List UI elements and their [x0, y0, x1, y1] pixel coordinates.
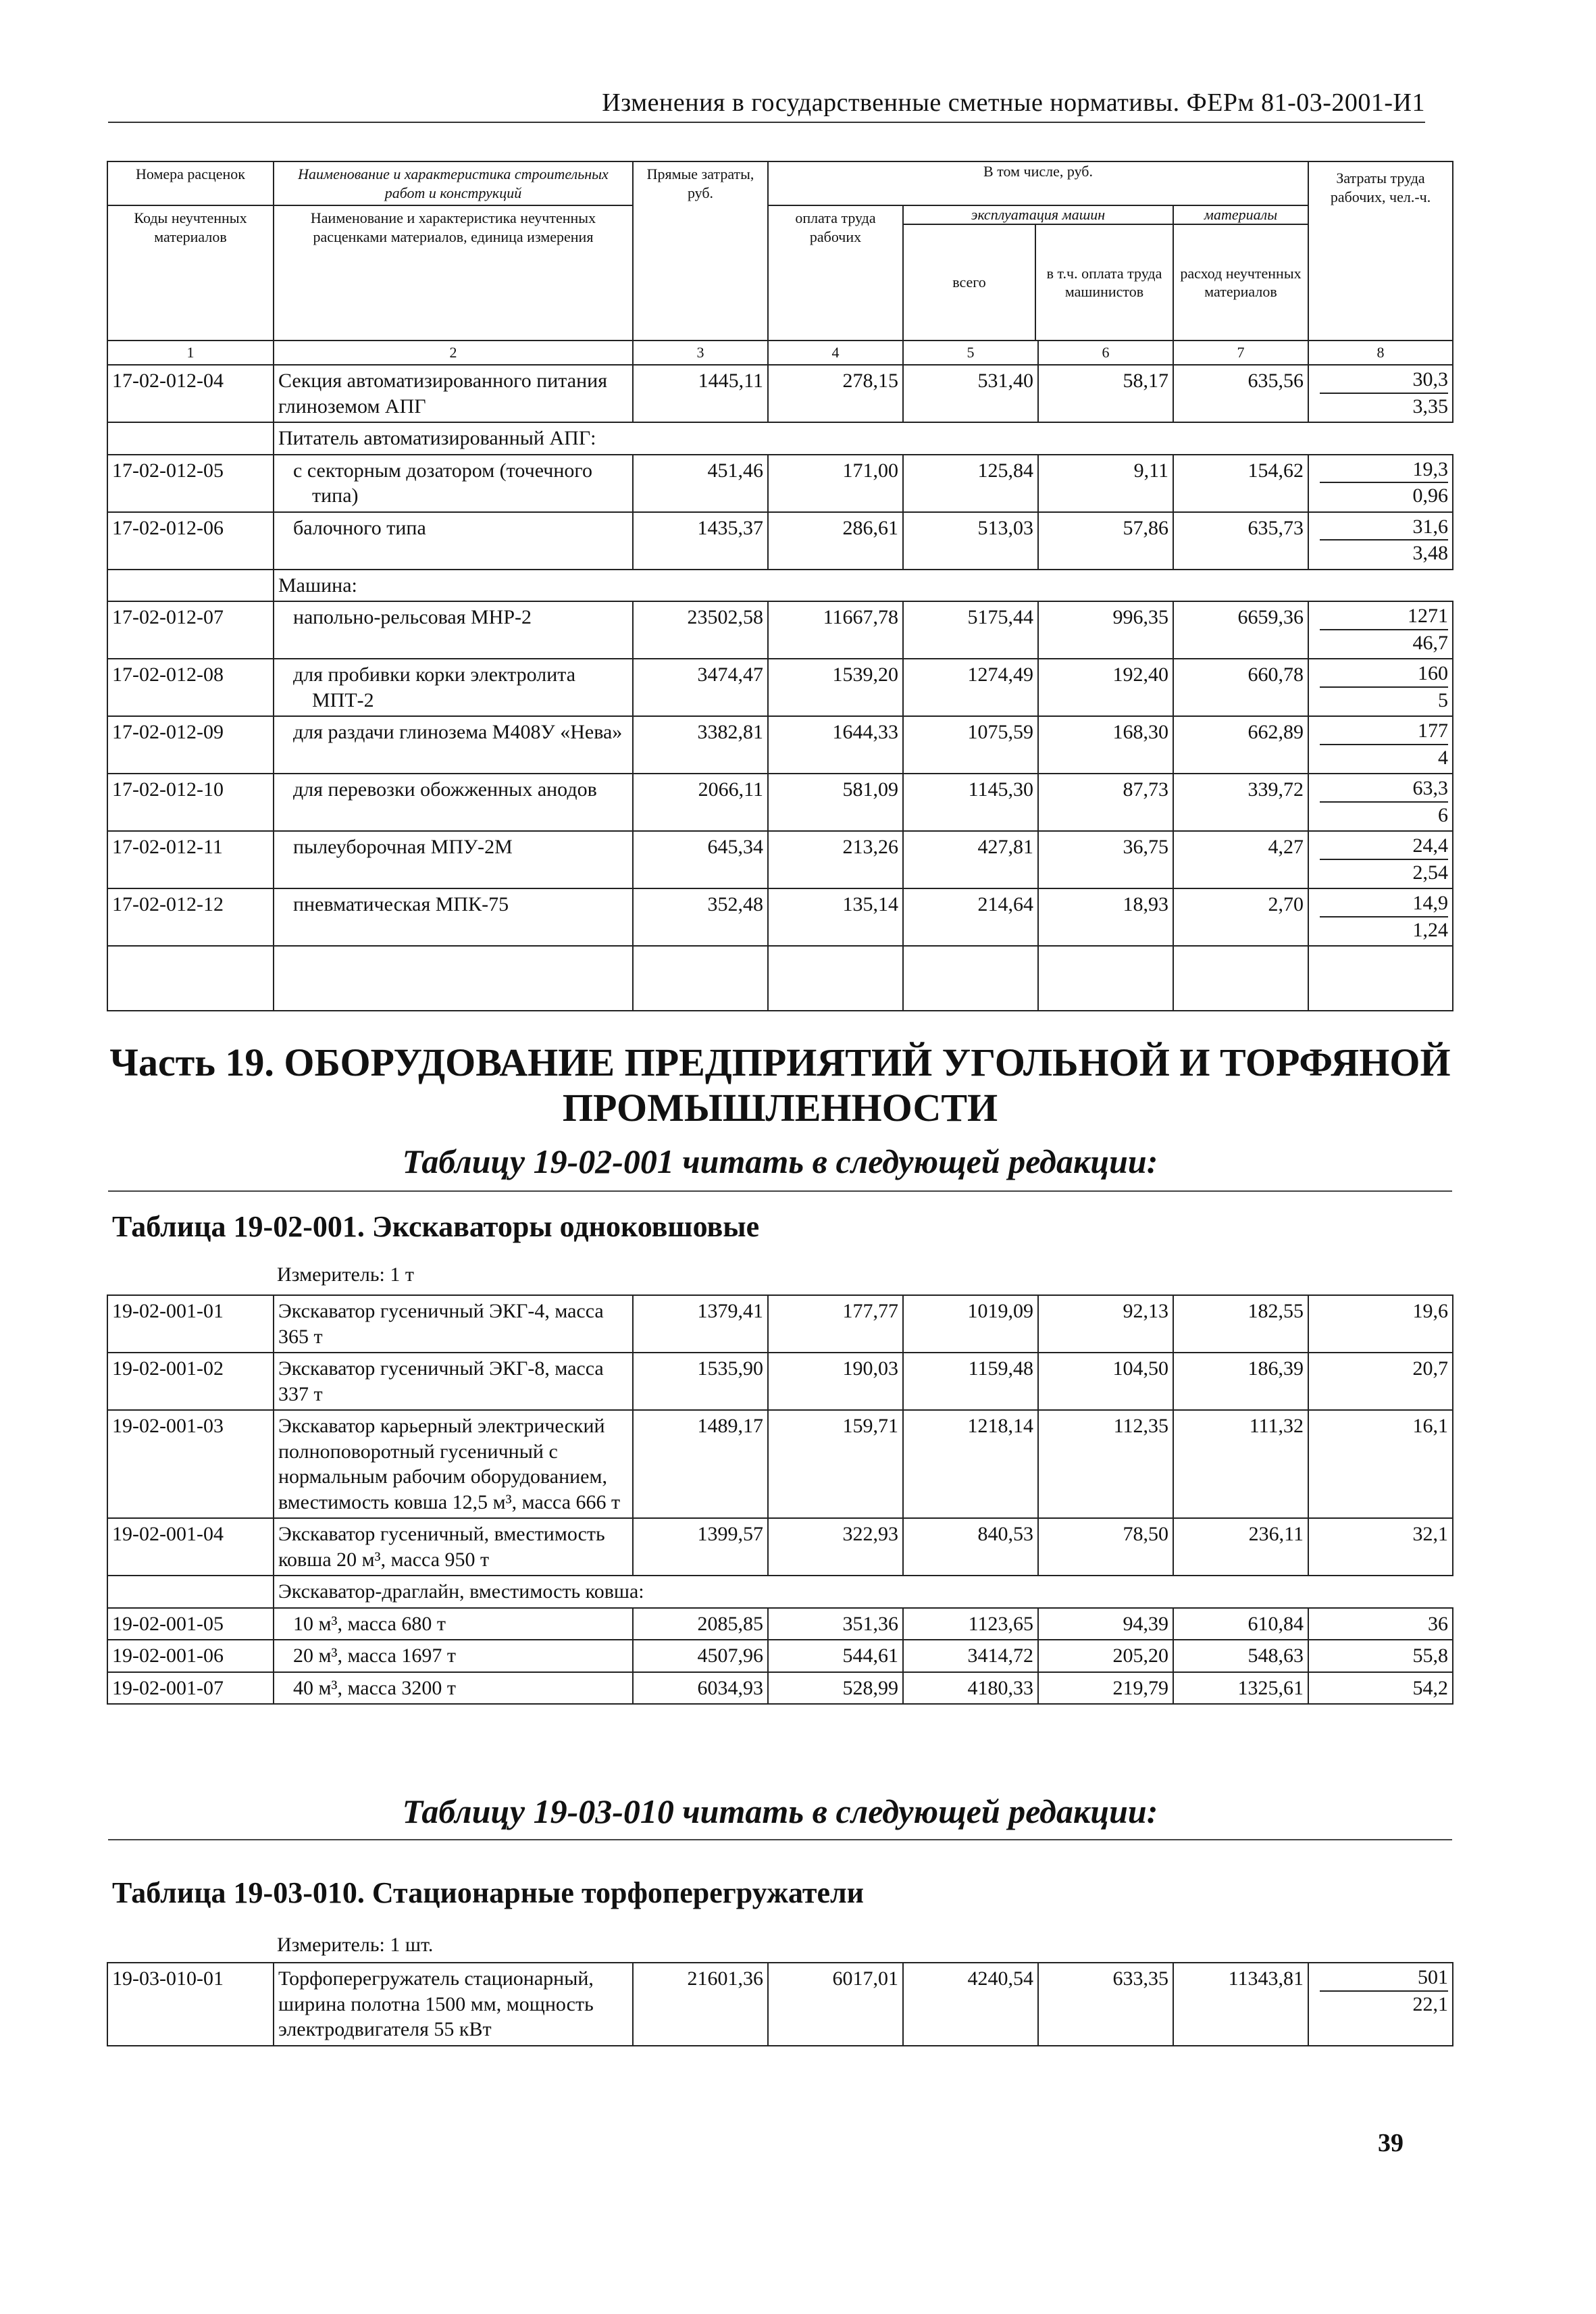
- rate-name: для раздачи глинозема М408У «Нева»: [274, 716, 633, 774]
- rate-code: 19-02-001-06: [107, 1640, 274, 1672]
- materials: 1325,61: [1173, 1672, 1308, 1705]
- rate-code: 19-02-001-07: [107, 1672, 274, 1705]
- machines-total: 4240,54: [903, 1963, 1038, 2046]
- direct-costs: 23502,58: [633, 601, 768, 659]
- labor-cost: 14,9: [1320, 890, 1448, 917]
- materials: 635,56: [1173, 365, 1308, 422]
- empty-cell: [107, 570, 274, 602]
- materials: 2,70: [1173, 888, 1308, 946]
- labor-mass-cell: [1308, 716, 1453, 774]
- labor-cost: 19,6: [1308, 1295, 1453, 1353]
- labor-cost: 63,3: [1320, 776, 1448, 803]
- labor-mass-cell: [1308, 365, 1453, 422]
- labor-cost: 30,3: [1320, 367, 1448, 394]
- rate-name: 40 м³, масса 3200 т: [274, 1672, 633, 1705]
- machines-total: 1218,14: [903, 1410, 1038, 1518]
- direct-costs: 6034,93: [633, 1672, 768, 1705]
- materials: 4,27: [1173, 831, 1308, 888]
- direct-costs: 3382,81: [633, 716, 768, 774]
- wages: 159,71: [768, 1410, 903, 1518]
- machinists-wages: 104,50: [1038, 1353, 1173, 1410]
- rate-code: 17-02-012-08: [107, 659, 274, 716]
- table-row: [107, 1640, 1453, 1672]
- labor-cost: 54,2: [1308, 1672, 1453, 1705]
- rates-table-frame: [107, 161, 1452, 1011]
- rate-code: 19-03-010-01: [107, 1963, 274, 2046]
- group-label: Питатель автоматизированный АПГ:: [274, 422, 1453, 455]
- column-number: 7: [1173, 341, 1308, 365]
- empty-cell: [633, 946, 768, 1011]
- table-row: [107, 1353, 1453, 1410]
- rate-code: 17-02-012-07: [107, 601, 274, 659]
- machinists-wages: 633,35: [1038, 1963, 1173, 2046]
- materials: 186,39: [1173, 1353, 1308, 1410]
- labor-cost: 24,4: [1320, 833, 1448, 860]
- group-row: [107, 1576, 1453, 1608]
- materials: 339,72: [1173, 774, 1308, 831]
- table-row: [107, 365, 1453, 422]
- rate-code: 19-02-001-05: [107, 1608, 274, 1640]
- materials: 635,73: [1173, 512, 1308, 570]
- table-row: [107, 601, 1453, 659]
- empty-cell: [107, 1576, 274, 1608]
- materials: 610,84: [1173, 1608, 1308, 1640]
- part-title-line2: ПРОМЫШЛЕННОСТИ: [562, 1085, 998, 1130]
- column-number: 4: [768, 341, 903, 365]
- equipment-mass: 6: [1438, 803, 1449, 826]
- empty-cell: [1038, 946, 1173, 1011]
- rate-name: Экскаватор гусеничный, вместимость ковша 20 м³, масса 950 т: [274, 1518, 633, 1576]
- machines-total: 125,84: [903, 455, 1038, 512]
- materials: 236,11: [1173, 1518, 1308, 1576]
- column-number: 3: [633, 341, 768, 365]
- materials: 660,78: [1173, 659, 1308, 716]
- divider: [108, 1190, 1452, 1192]
- rates-table: [107, 161, 1453, 1011]
- labor-mass-cell: [1308, 455, 1453, 512]
- materials: 182,55: [1173, 1295, 1308, 1353]
- header-operation-group: [903, 205, 1173, 341]
- rate-code: 19-02-001-01: [107, 1295, 274, 1353]
- wages: 322,93: [768, 1518, 903, 1576]
- table-19-03-010-frame: [107, 1962, 1452, 2046]
- header-materials: материалы: [1174, 206, 1308, 225]
- wages: 581,09: [768, 774, 903, 831]
- labor-cost: 19,3: [1320, 457, 1448, 484]
- wages: 528,99: [768, 1672, 903, 1705]
- header-codes-bottom: Коды неучтенных материалов: [107, 205, 274, 341]
- table-19-02-001-measure: Измеритель: 1 т: [277, 1263, 414, 1286]
- materials: 11343,81: [1173, 1963, 1308, 2046]
- machines-total: 4180,33: [903, 1672, 1038, 1705]
- divider: [108, 1839, 1452, 1840]
- machinists-wages: 112,35: [1038, 1410, 1173, 1518]
- group-label: Машина:: [274, 570, 1453, 602]
- labor-cost: 16,1: [1308, 1410, 1453, 1518]
- table-row: [107, 1410, 1453, 1518]
- direct-costs: 2085,85: [633, 1608, 768, 1640]
- wages: 1539,20: [768, 659, 903, 716]
- rate-name: Секция автоматизированного питания глиноземом АПГ: [274, 365, 633, 422]
- header-operation: эксплуатация машин: [904, 206, 1173, 225]
- table-19-02-001-frame: [107, 1294, 1452, 1705]
- group-label: Экскаватор-драглайн, вместимость ковша:: [274, 1576, 1453, 1608]
- column-numbers-row: [107, 341, 1453, 365]
- empty-cell: [768, 946, 903, 1011]
- direct-costs: 645,34: [633, 831, 768, 888]
- rate-name: пылеуборочная МПУ-2М: [274, 831, 633, 888]
- wages: 544,61: [768, 1640, 903, 1672]
- column-number: 2: [274, 341, 633, 365]
- table-19-02-001-title: Таблица 19-02-001. Экскаваторы одноковшовые: [112, 1210, 760, 1243]
- wages: 286,61: [768, 512, 903, 570]
- header-incl-machinists: в т.ч. оплата труда машинистов: [1046, 264, 1162, 300]
- header-total: всего: [904, 225, 1036, 340]
- machinists-wages: 18,93: [1038, 888, 1173, 946]
- group-row: [107, 422, 1453, 455]
- rate-name: Экскаватор гусеничный ЭКГ-4, масса 365 т: [274, 1295, 633, 1353]
- machinists-wages: 996,35: [1038, 601, 1173, 659]
- direct-costs: 1535,90: [633, 1353, 768, 1410]
- machinists-wages: 94,39: [1038, 1608, 1173, 1640]
- direct-costs: 4507,96: [633, 1640, 768, 1672]
- labor-cost: 36: [1308, 1608, 1453, 1640]
- wages: 213,26: [768, 831, 903, 888]
- running-head: Изменения в государственные сметные нормативы. ФЕРм 81-03-2001-И1: [108, 88, 1425, 123]
- table-row: [107, 774, 1453, 831]
- labor-cost: 501: [1320, 1965, 1448, 1992]
- rate-name: балочного типа: [274, 512, 633, 570]
- materials: 548,63: [1173, 1640, 1308, 1672]
- machines-total: 1145,30: [903, 774, 1038, 831]
- labor-mass-cell: [1308, 512, 1453, 570]
- labor-mass-cell: [1308, 774, 1453, 831]
- direct-costs: 3474,47: [633, 659, 768, 716]
- wages: 177,77: [768, 1295, 903, 1353]
- equipment-mass: 46,7: [1412, 631, 1449, 654]
- rate-code: 19-02-001-02: [107, 1353, 274, 1410]
- direct-costs: 1379,41: [633, 1295, 768, 1353]
- equipment-mass: 22,1: [1412, 1992, 1448, 2015]
- empty-cell: [1308, 946, 1453, 1011]
- rate-name: Торфоперегружатель стационарный, ширина полотна 1500 мм, мощность электродвигателя 55 кВт: [274, 1963, 633, 2046]
- direct-costs: 2066,11: [633, 774, 768, 831]
- rate-code: 17-02-012-09: [107, 716, 274, 774]
- rate-code: 19-02-001-04: [107, 1518, 274, 1576]
- labor-cost: 55,8: [1308, 1640, 1453, 1672]
- empty-cell: [903, 946, 1038, 1011]
- page-number: 39: [1378, 2129, 1404, 2157]
- table-19-03-010-title: Таблица 19-03-010. Стационарные торфоперегружатели: [112, 1876, 865, 1909]
- direct-costs: 1489,17: [633, 1410, 768, 1518]
- table-row: [107, 1518, 1453, 1576]
- rate-name: Экскаватор гусеничный ЭКГ-8, масса 337 т: [274, 1353, 633, 1410]
- header-direct-costs: Прямые затраты, руб.: [633, 161, 768, 341]
- labor-cost: 31,6: [1320, 514, 1448, 541]
- table-19-02-001: [107, 1294, 1453, 1705]
- empty-cell: [274, 946, 633, 1011]
- equipment-mass: 3,35: [1412, 395, 1449, 418]
- empty-cell: [1173, 946, 1308, 1011]
- machinists-wages: 205,20: [1038, 1640, 1173, 1672]
- machinists-wages: 78,50: [1038, 1518, 1173, 1576]
- column-number: 1: [107, 341, 274, 365]
- materials: 111,32: [1173, 1410, 1308, 1518]
- wages: 190,03: [768, 1353, 903, 1410]
- header-name-bottom: Наименование и характеристика неучтенных расценками материалов, единица измерения: [274, 205, 633, 341]
- labor-mass-cell: [1308, 888, 1453, 946]
- wages: 135,14: [768, 888, 903, 946]
- machines-total: 1274,49: [903, 659, 1038, 716]
- labor-mass-cell: [1308, 831, 1453, 888]
- machinists-wages: 36,75: [1038, 831, 1173, 888]
- header-name-top: Наименование и характеристика строительных работ и конструкций: [274, 161, 633, 205]
- empty-cell: [107, 946, 274, 1011]
- table-row: [107, 1672, 1453, 1705]
- rate-code: 17-02-012-12: [107, 888, 274, 946]
- column-number: 8: [1308, 341, 1453, 365]
- table-row: [107, 888, 1453, 946]
- table-19-03-010-measure: Измеритель: 1 шт.: [277, 1934, 434, 1956]
- direct-costs: 1399,57: [633, 1518, 768, 1576]
- equipment-mass: 5: [1438, 688, 1449, 711]
- materials: 154,62: [1173, 455, 1308, 512]
- header-material-use: расход неучтенных материалов: [1180, 264, 1302, 300]
- rate-name: 10 м³, масса 680 т: [274, 1608, 633, 1640]
- machines-total: 513,03: [903, 512, 1038, 570]
- direct-costs: 352,48: [633, 888, 768, 946]
- direct-costs: 451,46: [633, 455, 768, 512]
- labor-mass-cell: [1308, 1963, 1453, 2046]
- equipment-mass: 4: [1438, 746, 1449, 769]
- header-wages: оплата труда рабочих: [768, 205, 903, 341]
- machinists-wages: 92,13: [1038, 1295, 1173, 1353]
- machines-total: 1019,09: [903, 1295, 1038, 1353]
- machinists-wages: 168,30: [1038, 716, 1173, 774]
- rate-name: для пробивки корки электролита МПТ-2: [274, 659, 633, 716]
- header-codes-top: Номера расценок: [107, 161, 274, 205]
- machines-total: 427,81: [903, 831, 1038, 888]
- table-row: [107, 1608, 1453, 1640]
- materials: 662,89: [1173, 716, 1308, 774]
- rate-name: Экскаватор карьерный электрический полноповоротный гусеничный с нормальным рабочим оборудованием, вместимость ковша 12,5 м³, масса 666 т: [274, 1410, 633, 1518]
- machines-total: 1159,48: [903, 1353, 1038, 1410]
- instruction-19-02-001: Таблицу 19-02-001 читать в следующей редакции:: [402, 1142, 1158, 1180]
- rate-name: с секторным дозатором (точечного типа): [274, 455, 633, 512]
- rate-code: 17-02-012-05: [107, 455, 274, 512]
- equipment-mass: 1,24: [1412, 918, 1449, 941]
- spacer-row: [107, 946, 1453, 1011]
- column-number: 5: [903, 341, 1038, 365]
- equipment-mass: 3,48: [1412, 542, 1449, 564]
- table-row: [107, 512, 1453, 570]
- wages: 171,00: [768, 455, 903, 512]
- table-19-03-010: [107, 1962, 1453, 2046]
- machinists-wages: 58,17: [1038, 365, 1173, 422]
- equipment-mass: 0,96: [1412, 484, 1449, 507]
- table-row: [107, 831, 1453, 888]
- direct-costs: 21601,36: [633, 1963, 768, 2046]
- header-materials-group: [1173, 205, 1308, 341]
- rate-code: 17-02-012-10: [107, 774, 274, 831]
- equipment-mass: 2,54: [1412, 861, 1449, 884]
- instruction-19-03-010: Таблицу 19-03-010 читать в следующей редакции:: [402, 1792, 1158, 1830]
- rate-code: 17-02-012-11: [107, 831, 274, 888]
- labor-cost: 32,1: [1308, 1518, 1453, 1576]
- wages: 278,15: [768, 365, 903, 422]
- machinists-wages: 219,79: [1038, 1672, 1173, 1705]
- rate-name: напольно-рельсовая МНР-2: [274, 601, 633, 659]
- labor-mass-cell: [1308, 601, 1453, 659]
- part-title-line1: Часть 19. ОБОРУДОВАНИЕ ПРЕДПРИЯТИЙ УГОЛЬНОЙ И ТОРФЯНОЙ: [109, 1040, 1451, 1084]
- machines-total: 1075,59: [903, 716, 1038, 774]
- machinists-wages: 87,73: [1038, 774, 1173, 831]
- labor-cost: 177: [1320, 718, 1448, 745]
- table-row: [107, 455, 1453, 512]
- labor-mass-cell: [1308, 659, 1453, 716]
- machines-total: 3414,72: [903, 1640, 1038, 1672]
- empty-cell: [107, 422, 274, 455]
- materials: 6659,36: [1173, 601, 1308, 659]
- direct-costs: 1435,37: [633, 512, 768, 570]
- direct-costs: 1445,11: [633, 365, 768, 422]
- labor-cost: 160: [1320, 661, 1448, 688]
- rate-code: 19-02-001-03: [107, 1410, 274, 1518]
- table-row: [107, 1963, 1453, 2046]
- rate-name: пневматическая МПК-75: [274, 888, 633, 946]
- header-incl: В том числе, руб.: [768, 161, 1308, 205]
- table-row: [107, 1295, 1453, 1353]
- wages: 6017,01: [768, 1963, 903, 2046]
- labor-cost: 20,7: [1308, 1353, 1453, 1410]
- wages: 1644,33: [768, 716, 903, 774]
- group-row: [107, 570, 1453, 602]
- machines-total: 5175,44: [903, 601, 1038, 659]
- table-row: [107, 659, 1453, 716]
- wages: 351,36: [768, 1608, 903, 1640]
- rate-name: для перевозки обожженных анодов: [274, 774, 633, 831]
- machinists-wages: 192,40: [1038, 659, 1173, 716]
- machines-total: 214,64: [903, 888, 1038, 946]
- machines-total: 1123,65: [903, 1608, 1038, 1640]
- part-title: [108, 1040, 1452, 1130]
- wages: 11667,78: [768, 601, 903, 659]
- rate-code: 17-02-012-04: [107, 365, 274, 422]
- rate-code: 17-02-012-06: [107, 512, 274, 570]
- rate-name: 20 м³, масса 1697 т: [274, 1640, 633, 1672]
- header-labor-top: Затраты труда рабочих, чел.-ч.: [1308, 161, 1453, 341]
- machinists-wages: 9,11: [1038, 455, 1173, 512]
- column-number: 6: [1038, 341, 1173, 365]
- machines-total: 531,40: [903, 365, 1038, 422]
- machines-total: 840,53: [903, 1518, 1038, 1576]
- labor-cost: 1271: [1320, 603, 1448, 630]
- machinists-wages: 57,86: [1038, 512, 1173, 570]
- table-row: [107, 716, 1453, 774]
